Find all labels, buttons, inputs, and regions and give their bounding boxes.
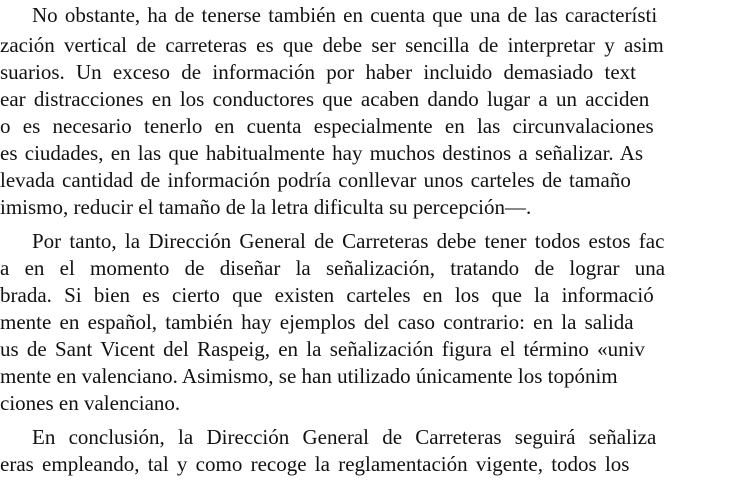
text-line: levada cantidad de información podría conllevar unos carteles de tamaño bbox=[0, 168, 631, 192]
text-line: Por tanto, la Dirección General de Carreteras debe tener todos estos fac bbox=[32, 229, 665, 253]
text-line: En conclusión, la Dirección General de Carreteras seguirá señaliza bbox=[32, 425, 657, 449]
text-line: eras empleando, tal y como recoge la reglamentación vigente, todos los bbox=[0, 452, 630, 476]
text-line: mente en valenciano. Asimismo, se han utilizado únicamente los topónim bbox=[0, 364, 618, 388]
text-line: brada. Si bien es cierto que existen carteles en los que la informació bbox=[0, 283, 654, 307]
text-line: ciones en valenciano. bbox=[0, 391, 181, 415]
text-line: es ciudades, en las que habitualmente hay muchos destinos a señalizar. As bbox=[0, 141, 644, 165]
text-line: a en el momento de diseñar la señalización, tratando de lograr una bbox=[0, 256, 666, 280]
text-line: No obstante, ha de tenerse también en cuenta que una de las característi bbox=[32, 3, 658, 27]
text-line: imismo, reducir el tamaño de la letra dificulta su percepción—. bbox=[0, 195, 532, 219]
text-line: zación vertical de carreteras es que debe ser sencilla de interpretar y asim bbox=[0, 33, 664, 57]
text-line: ear distracciones en los conductores que acaben dando lugar a un acciden bbox=[0, 87, 650, 111]
text-line: us de Sant Vicent del Raspeig, en la señalización figura el término «univ bbox=[0, 337, 645, 361]
text-line: o es necesario tenerlo en cuenta especialmente en las circunvalaciones bbox=[0, 114, 654, 138]
text-line: mente en español, también hay ejemplos del caso contrario: en la salida bbox=[0, 310, 634, 334]
text-line: suarios. Un exceso de información por haber incluido demasiado text bbox=[0, 60, 636, 84]
